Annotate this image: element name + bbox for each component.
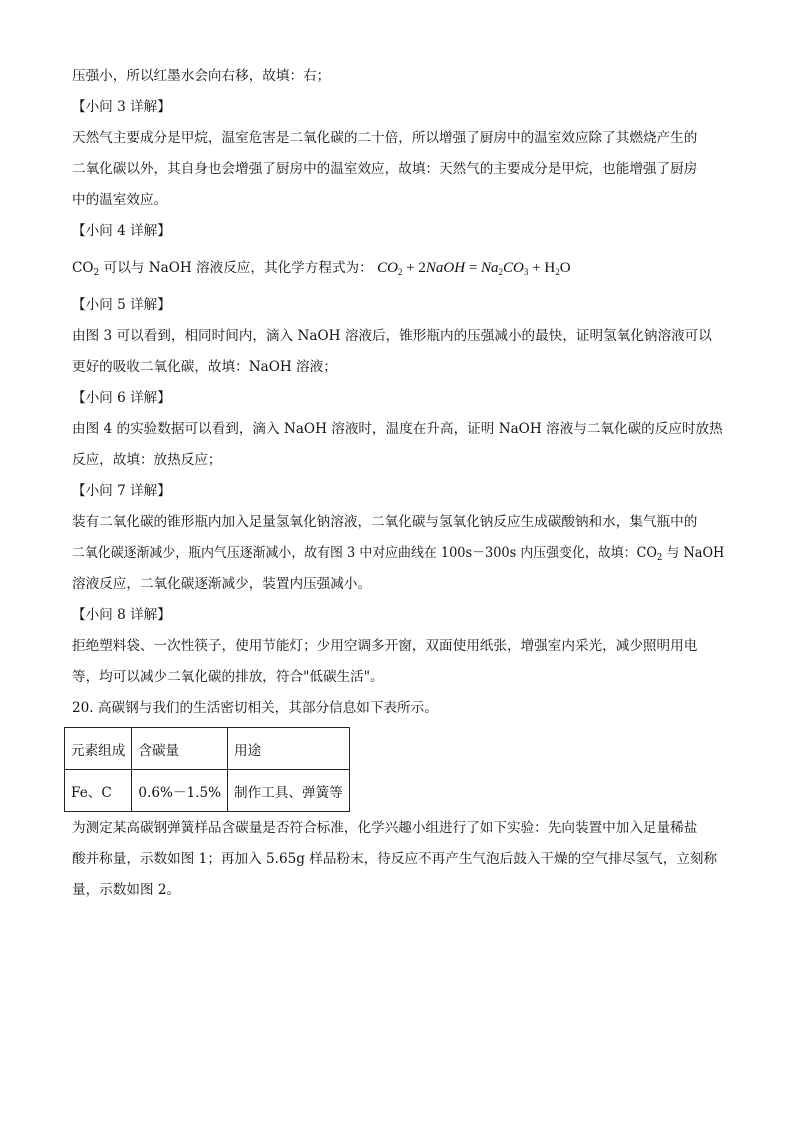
answer-line: 压强小，所以红墨水会向右移，故填：右； [72, 68, 331, 84]
chemical-equation [377, 260, 570, 276]
paragraph-line: 中的温室效应。 [72, 192, 168, 208]
eq-term: CO [377, 260, 398, 276]
equation-line [72, 258, 571, 283]
paragraph-line: 酸并称量，示数如图 1；再加入 5.65g 样品粉末，待反应不再产生气泡后鼓入干燥的空气排尽氢气，立刻称 [72, 851, 718, 867]
text-span: 二氧化碳逐渐减少，瓶内气压逐渐减小，故有图 3 中对应曲线在 100s－300s 内压强变化，故填：CO [72, 545, 657, 561]
table-header-row [65, 728, 350, 770]
eq-operator: + [528, 260, 545, 276]
eq-term: CO [503, 260, 524, 276]
eq-term: O [559, 260, 571, 276]
subscript: 2 [656, 553, 663, 563]
subscript: 2 [93, 268, 100, 278]
info-table [64, 727, 350, 812]
section-heading-4: 【小问 4 详解】 [72, 223, 171, 239]
table-cell: Fe、C [65, 770, 132, 812]
paragraph-line: 等，均可以减少二氧化碳的排放，符合"低碳生活"。 [72, 669, 384, 685]
paragraph-line: 为测定某高碳钢弹簧样品含碳量是否符合标准，化学兴趣小组进行了如下实验：先向装置中加入足量稀盐 [72, 820, 698, 836]
section-heading-5: 【小问 5 详解】 [72, 297, 171, 313]
subscript: 2 [555, 267, 560, 277]
co2-label: CO [72, 260, 94, 276]
paragraph-line: 由图 4 的实验数据可以看到，滴入 NaOH 溶液时，温度在升高，证明 NaOH 溶液与二氧化碳的反应时放热 [72, 421, 723, 437]
eq-operator: = [465, 260, 482, 276]
paragraph-line: 量，示数如图 2。 [72, 882, 181, 898]
table-header-cell: 元素组成 [65, 728, 132, 770]
subscript: 2 [397, 267, 403, 277]
table-cell: 0.6%－1.5% [132, 770, 228, 812]
section-heading-3: 【小问 3 详解】 [72, 99, 171, 115]
eq-term: H [544, 260, 556, 276]
table-row [65, 770, 350, 812]
subscript: 3 [523, 267, 529, 277]
paragraph-line: 拒绝塑料袋、一次性筷子，使用节能灯；少用空调多开窗，双面使用纸张，增强室内采光，减少照明用电 [72, 638, 698, 654]
paragraph-line: 天然气主要成分是甲烷，温室危害是二氧化碳的二十倍，所以增强了厨房中的温室效应除了其燃烧产生的 [72, 130, 698, 146]
eq-operator: + 2 [402, 260, 426, 276]
table-cell: 制作工具、弹簧等 [228, 770, 350, 812]
section-heading-7: 【小问 7 详解】 [72, 483, 171, 499]
eq-term: NaOH [425, 260, 466, 276]
paragraph-line: 由图 3 可以看到，相同时间内，滴入 NaOH 溶液后，锥形瓶内的压强减小的最快，证明氢氧化钠溶液可以 [72, 328, 712, 344]
section-heading-6: 【小问 6 详解】 [72, 390, 171, 406]
paragraph-line: 反应，故填：放热反应； [72, 452, 222, 468]
table-header-cell: 用途 [228, 728, 350, 770]
text-span: 与 NaOH [662, 545, 725, 561]
paragraph-line: 溶液反应，二氧化碳逐渐减少，装置内压强减小。 [72, 576, 372, 592]
paragraph-line: 二氧化碳以外，其自身也会增强了厨房中的温室效应，故填：天然气的主要成分是甲烷，也能增强了厨房 [72, 161, 698, 177]
question-20: 20. 高碳钢与我们的生活密切相关，其部分信息如下表所示。 [72, 700, 438, 716]
table-header-cell: 含碳量 [132, 728, 228, 770]
subscript: 2 [498, 267, 504, 277]
paragraph-line: 更好的吸收二氧化碳，故填：NaOH 溶液； [72, 359, 337, 375]
equation-intro: 可以与 NaOH 溶液反应，其化学方程式为： [99, 260, 373, 276]
eq-term: Na [481, 260, 499, 276]
paragraph-line [72, 543, 724, 568]
section-heading-8: 【小问 8 详解】 [72, 607, 171, 623]
paragraph-line: 装有二氧化碳的锥形瓶内加入足量氢氧化钠溶液，二氧化碳与氢氧化钠反应生成碳酸钠和水，集气瓶中的 [72, 514, 698, 530]
